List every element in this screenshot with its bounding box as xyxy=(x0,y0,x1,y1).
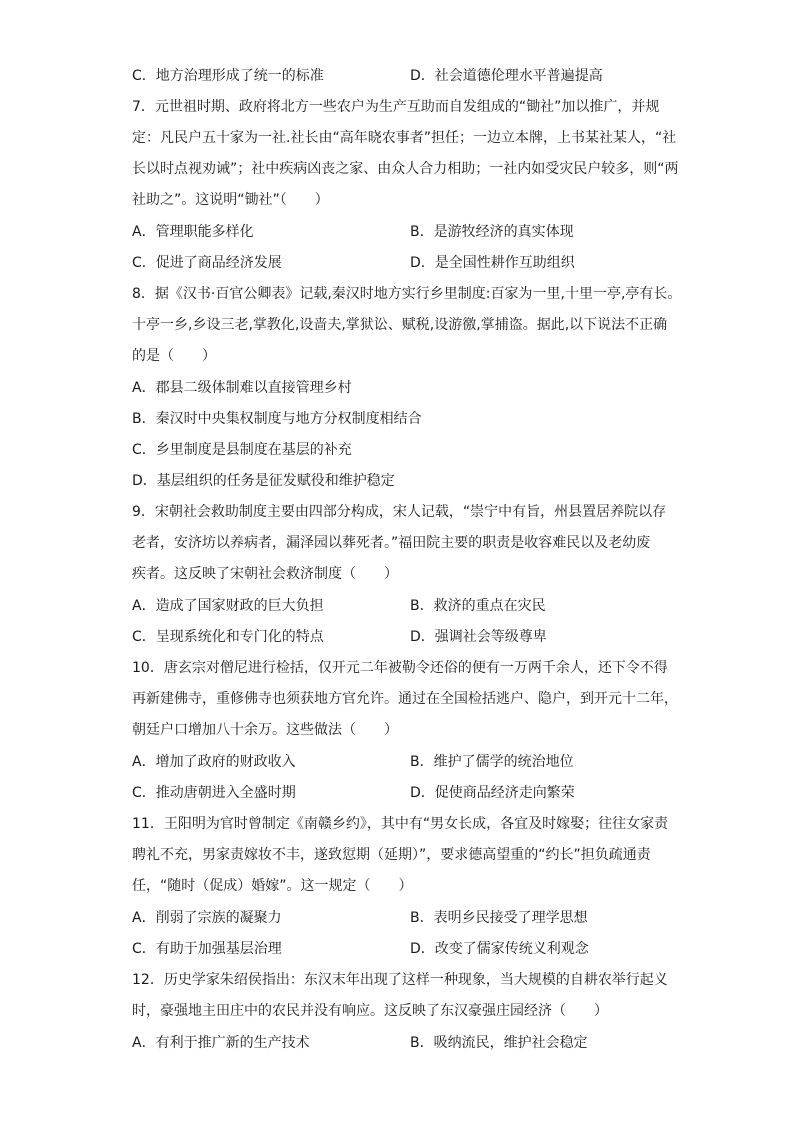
option-a: A．削弱了宗族的凝聚力 xyxy=(132,910,282,926)
question-text-line: 长以时点视劝诫”；社中疾病凶丧之家、由众人合力相助；一社内如受灾民户较多，则“两 xyxy=(132,161,679,177)
option-c: C．推动唐朝进入全盛时期 xyxy=(132,785,296,801)
option-a: A．造成了国家财政的巨大负担 xyxy=(132,598,324,614)
option-c: C．乡里制度是县制度在基层的补充 xyxy=(132,442,352,458)
option-b: B．维护了儒学的统治地位 xyxy=(410,754,574,770)
option-b: B．吸纳流民，维护社会稳定 xyxy=(410,1035,588,1051)
question-text-line: 时，豪强地主田庄中的农民并没有响应。这反映了东汉豪强庄园经济（ ） xyxy=(132,1003,608,1019)
question-text-line: 12．历史学家朱绍侯指出：东汉末年出现了这样一种现象，当大规模的自耕农举行起义 xyxy=(132,972,668,988)
question-text-line: 9．宋朝社会救助制度主要由四部分构成，宋人记载，“崇宁中有旨，州县置居养院以存 xyxy=(132,504,667,520)
option-a: A．有利于推广新的生产技术 xyxy=(132,1035,310,1051)
question-text-line: 十亭一乡,乡设三老,掌教化,设啬夫,掌狱讼、赋税,设游徼,掌捕盗。据此,以下说法不正确 xyxy=(132,317,668,333)
option-b: B．秦汉时中央集权制度与地方分权制度相结合 xyxy=(132,411,422,427)
option-d: D．促使商品经济走向繁荣 xyxy=(410,785,575,801)
question-text-line: 老者，安济坊以养病者，漏泽园以葬死者。”福田院主要的职责是收容难民以及老幼废 xyxy=(132,535,651,551)
option-d: D．改变了儒家传统义利观念 xyxy=(410,941,589,957)
option-d: D．是全国性耕作互助组织 xyxy=(410,255,575,271)
option-b: B．表明乡民接受了理学思想 xyxy=(410,910,588,926)
question-text-line: 定：凡民户五十家为一社.社长由“高年晓农事者”担任；一边立本牌，上书某社某人，“社 xyxy=(132,130,677,146)
option-c: C．呈现系统化和专门化的特点 xyxy=(132,629,324,645)
option-d: D．社会道德伦理水平普遍提高 xyxy=(410,68,603,84)
question-text-line: 任，“随时（促成）婚嫁”。这一规定（ ） xyxy=(132,878,413,894)
option-a: A．郡县二级体制难以直接管理乡村 xyxy=(132,380,352,396)
option-b: B．是游牧经济的真实体现 xyxy=(410,224,574,240)
question-text-line: 再新建佛寺，重修佛寺也须获地方官允许。通过在全国检括逃户、隐户，到开元十二年， xyxy=(132,691,678,707)
question-text-line: 11．王阳明为官时曾制定《南赣乡约》，其中有“男女长成，各宜及时嫁娶；往往女家责 xyxy=(132,816,669,832)
option-c: C．地方治理形成了统一的标准 xyxy=(132,68,324,84)
question-text-line: 的是（ ） xyxy=(132,348,216,364)
option-c: C．促进了商品经济发展 xyxy=(132,255,282,271)
option-d: D．强调社会等级尊卑 xyxy=(410,629,547,645)
question-text-line: 社助之”。这说明“锄社”（ ） xyxy=(132,192,329,208)
question-text-line: 朝廷户口增加八十余万。这些做法（ ） xyxy=(132,722,398,738)
option-b: B．救济的重点在灾民 xyxy=(410,598,546,614)
option-c: C．有助于加强基层治理 xyxy=(132,941,282,957)
question-text-line: 8．据《汉书·百官公卿表》记载,秦汉时地方实行乡里制度:百家为一里,十里一亭,亭有长。 xyxy=(132,286,682,302)
question-text-line: 聘礼不充，男家责嫁妆不丰，遂致愆期（延期）”，要求德高望重的“约长”担负疏通责 xyxy=(132,847,651,863)
option-a: A．增加了政府的财政收入 xyxy=(132,754,296,770)
option-d: D．基层组织的任务是征发赋役和维护稳定 xyxy=(132,473,395,489)
question-text-line: 10．唐玄宗对僧尼进行检括，仅开元二年被勒令还俗的便有一万两千余人，还下令不得 xyxy=(132,660,668,676)
question-text-line: 7．元世祖时期、政府将北方一些农户为生产互助而自发组成的“锄社”加以推广，并规 xyxy=(132,99,660,115)
option-a: A．管理职能多样化 xyxy=(132,224,254,240)
question-text-line: 疾者。这反映了宋朝社会救济制度（ ） xyxy=(132,566,398,582)
